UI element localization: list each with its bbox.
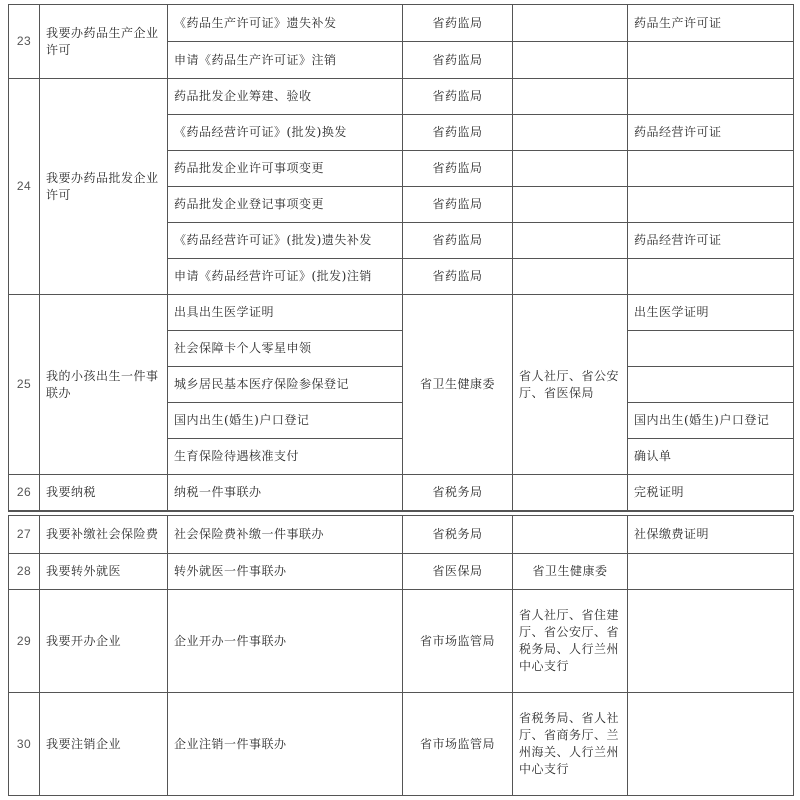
lead-dept: 省税务局 bbox=[403, 516, 513, 554]
item-name: 社会保障卡个人零星申领 bbox=[168, 331, 403, 367]
lead-dept: 省药监局 bbox=[403, 115, 513, 151]
result-doc bbox=[628, 259, 794, 295]
item-name: 申请《药品经营许可证》(批发)注销 bbox=[168, 259, 403, 295]
table-part-2 bbox=[8, 515, 794, 796]
service-table bbox=[8, 4, 793, 795]
service-name: 我的小孩出生一件事联办 bbox=[40, 295, 168, 475]
result-doc bbox=[628, 554, 794, 590]
item-name: 《药品经营许可证》(批发)遗失补发 bbox=[168, 223, 403, 259]
item-name: 《药品经营许可证》(批发)换发 bbox=[168, 115, 403, 151]
item-name: 社会保险费补缴一件事联办 bbox=[168, 516, 403, 554]
result-doc bbox=[628, 151, 794, 187]
result-doc: 确认单 bbox=[628, 439, 794, 475]
result-doc bbox=[628, 590, 794, 693]
table-row bbox=[9, 554, 794, 590]
row-number: 30 bbox=[9, 693, 40, 796]
lead-dept: 省药监局 bbox=[403, 79, 513, 115]
item-name: 《药品生产许可证》遗失补发 bbox=[168, 5, 403, 42]
table-row bbox=[9, 79, 794, 115]
item-name: 药品批发企业许可事项变更 bbox=[168, 151, 403, 187]
coop-dept: 省卫生健康委 bbox=[513, 554, 628, 590]
coop-dept bbox=[513, 223, 628, 259]
result-doc: 国内出生(婚生)户口登记 bbox=[628, 403, 794, 439]
result-doc: 出生医学证明 bbox=[628, 295, 794, 331]
lead-dept: 省市场监管局 bbox=[403, 590, 513, 693]
service-name: 我要开办企业 bbox=[40, 590, 168, 693]
lead-dept: 省药监局 bbox=[403, 42, 513, 79]
item-name: 国内出生(婚生)户口登记 bbox=[168, 403, 403, 439]
result-doc bbox=[628, 187, 794, 223]
lead-dept: 省税务局 bbox=[403, 475, 513, 511]
result-doc: 药品生产许可证 bbox=[628, 5, 794, 42]
item-name: 企业注销一件事联办 bbox=[168, 693, 403, 796]
lead-dept: 省医保局 bbox=[403, 554, 513, 590]
row-number: 26 bbox=[9, 475, 40, 511]
item-name: 企业开办一件事联办 bbox=[168, 590, 403, 693]
row-number: 29 bbox=[9, 590, 40, 693]
service-name: 我要补缴社会保险费 bbox=[40, 516, 168, 554]
lead-dept: 省药监局 bbox=[403, 259, 513, 295]
coop-dept bbox=[513, 516, 628, 554]
service-name: 我要纳税 bbox=[40, 475, 168, 511]
table-part-1 bbox=[8, 4, 794, 511]
service-name: 我要办药品批发企业许可 bbox=[40, 79, 168, 295]
item-name: 转外就医一件事联办 bbox=[168, 554, 403, 590]
table-row bbox=[9, 295, 794, 331]
item-name: 城乡居民基本医疗保险参保登记 bbox=[168, 367, 403, 403]
table-row bbox=[9, 516, 794, 554]
result-doc: 药品经营许可证 bbox=[628, 115, 794, 151]
row-number: 28 bbox=[9, 554, 40, 590]
lead-dept: 省药监局 bbox=[403, 151, 513, 187]
service-name: 我要注销企业 bbox=[40, 693, 168, 796]
table-row bbox=[9, 475, 794, 511]
lead-dept: 省卫生健康委 bbox=[403, 295, 513, 475]
result-doc bbox=[628, 331, 794, 367]
result-doc bbox=[628, 367, 794, 403]
coop-dept bbox=[513, 5, 628, 42]
service-name: 我要办药品生产企业许可 bbox=[40, 5, 168, 79]
item-name: 纳税一件事联办 bbox=[168, 475, 403, 511]
result-doc bbox=[628, 79, 794, 115]
coop-dept bbox=[513, 42, 628, 79]
coop-dept bbox=[513, 259, 628, 295]
row-number: 24 bbox=[9, 79, 40, 295]
coop-dept bbox=[513, 115, 628, 151]
coop-dept: 省人社厅、省住建厅、省公安厅、省税务局、人行兰州中心支行 bbox=[513, 590, 628, 693]
table-row bbox=[9, 590, 794, 693]
service-name: 我要转外就医 bbox=[40, 554, 168, 590]
row-number: 27 bbox=[9, 516, 40, 554]
coop-dept bbox=[513, 475, 628, 511]
lead-dept: 省市场监管局 bbox=[403, 693, 513, 796]
lead-dept: 省药监局 bbox=[403, 5, 513, 42]
table-row bbox=[9, 5, 794, 42]
row-number: 23 bbox=[9, 5, 40, 79]
lead-dept: 省药监局 bbox=[403, 187, 513, 223]
item-name: 出具出生医学证明 bbox=[168, 295, 403, 331]
coop-dept bbox=[513, 187, 628, 223]
result-doc: 药品经营许可证 bbox=[628, 223, 794, 259]
lead-dept: 省药监局 bbox=[403, 223, 513, 259]
coop-dept bbox=[513, 151, 628, 187]
item-name: 生育保险待遇核准支付 bbox=[168, 439, 403, 475]
table-row bbox=[9, 693, 794, 796]
result-doc: 社保缴费证明 bbox=[628, 516, 794, 554]
item-name: 药品批发企业登记事项变更 bbox=[168, 187, 403, 223]
coop-dept: 省税务局、省人社厅、省商务厅、兰州海关、人行兰州中心支行 bbox=[513, 693, 628, 796]
result-doc bbox=[628, 693, 794, 796]
result-doc: 完税证明 bbox=[628, 475, 794, 511]
item-name: 药品批发企业筹建、验收 bbox=[168, 79, 403, 115]
item-name: 申请《药品生产许可证》注销 bbox=[168, 42, 403, 79]
coop-dept bbox=[513, 79, 628, 115]
result-doc bbox=[628, 42, 794, 79]
coop-dept: 省人社厅、省公安厅、省医保局 bbox=[513, 295, 628, 475]
row-number: 25 bbox=[9, 295, 40, 475]
